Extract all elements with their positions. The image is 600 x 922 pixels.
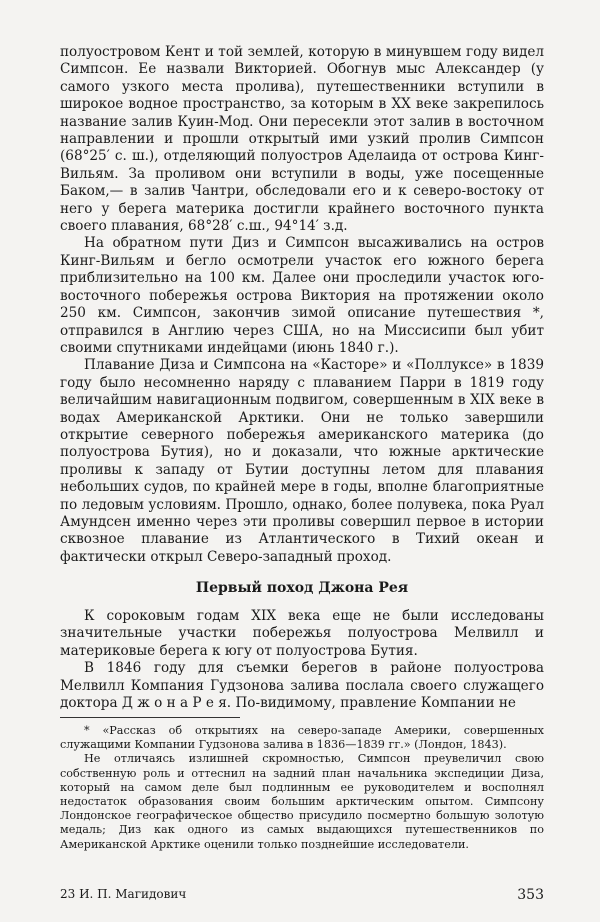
page-footer bbox=[60, 887, 544, 903]
paragraph-4: К сороковым годам XIX века еще не были исследованы значительные участки побережья полуострова Мелвилл и материковые берега к югу от полуострова Бутия. bbox=[60, 608, 544, 659]
paragraph-1: полуостровом Кент и той землей, которую в минувшем году видел Симпсон. Ее назвали Викторией. Обогнув мыс Александер (у самого узкого места пролива), путешественники вступили в широкое водное пространство, за которым в XX веке закрепилось название залив Куин-Мод. Они пересекли этот залив в восточном направлении и прошли открытый ими узкий пролив Симпсон (68°25′ с. ш.), отделяющий полуостров Аделаида от острова Кинг-Вильям. За проливом они вступили в воды, уже посещенные Баком,— в залив Чантри, обследовали его и к северо-востоку от него у берега материка достигли крайнего восточного пункта своего плавания, 68°28′ с.ш., 94°14′ з.д. bbox=[60, 44, 544, 235]
footnotes bbox=[60, 724, 544, 852]
paragraph-2: На обратном пути Диз и Симпсон высаживались на остров Кинг-Вильям и бегло осмотрели участок его южного берега приблизительно на 100 км. Далее они проследили участок юго-восточного побережья острова Виктория на протяжении около 250 км. Симпсон, закончив зимой описание путешествия *, отправился в Англию через США, но на Миссисипи был убит своими спутниками индейцами (июнь 1840 г.). bbox=[60, 235, 544, 356]
page-number: 353 bbox=[517, 887, 544, 903]
footnote-2: Не отличаясь излишней скромностью, Симпсон преувеличил свою собственную роль и оттеснил на задний план начальника экспедиции Диза, который на самом деле был подлинным ее руководителем и восполнял недостаток образования своим большим арктическим опытом. Симпсону Лондонское географическое общество присудило посмертно большую золотую медаль; Диз как одного из самых выдающихся путешественников по Американской Арктике оценили только позднейшие исследователи. bbox=[60, 752, 544, 851]
printer-signature: 23 И. П. Магидович bbox=[60, 887, 187, 901]
section-heading: Первый поход Джона Рея bbox=[195, 580, 409, 596]
paragraph-3: Плавание Диза и Симпсона на «Касторе» и «Поллуксе» в 1839 году было несомненно наряду с плаванием Парри в 1819 году величайшим навигационным подвигом, совершенным в XIX веке в водах Американской Арктики. Они не только завершили открытие северного побережья американского материка (до полуострова Бутия), но и доказали, что южные арктические проливы к западу от Бутии доступны летом для плавания небольших судов, по крайней мере в годы, вполне благоприятные по ледовым условиям. Прошло, однако, более полувека, пока Руал Амундсен именно через эти проливы совершил первое в истории сквозное плавание из Атлантического в Тихий океан и фактически открыл Северо-западный проход. bbox=[60, 357, 544, 565]
footnote-divider bbox=[60, 717, 240, 718]
footnote-1: * «Рассказ об открытиях на северо-западе Америки, совершенных служащими Компании Гудзонова залива в 1836—1839 гг.» (Лондон, 1843). bbox=[60, 724, 544, 752]
main-text bbox=[60, 44, 544, 566]
section-text bbox=[60, 608, 544, 712]
paragraph-5: В 1846 году для съемки берегов в районе полуострова Мелвилл Компания Гудзонова залива послала своего служащего доктора Д ж о н а Р е я. По-видимому, правление Компании не bbox=[60, 660, 544, 712]
